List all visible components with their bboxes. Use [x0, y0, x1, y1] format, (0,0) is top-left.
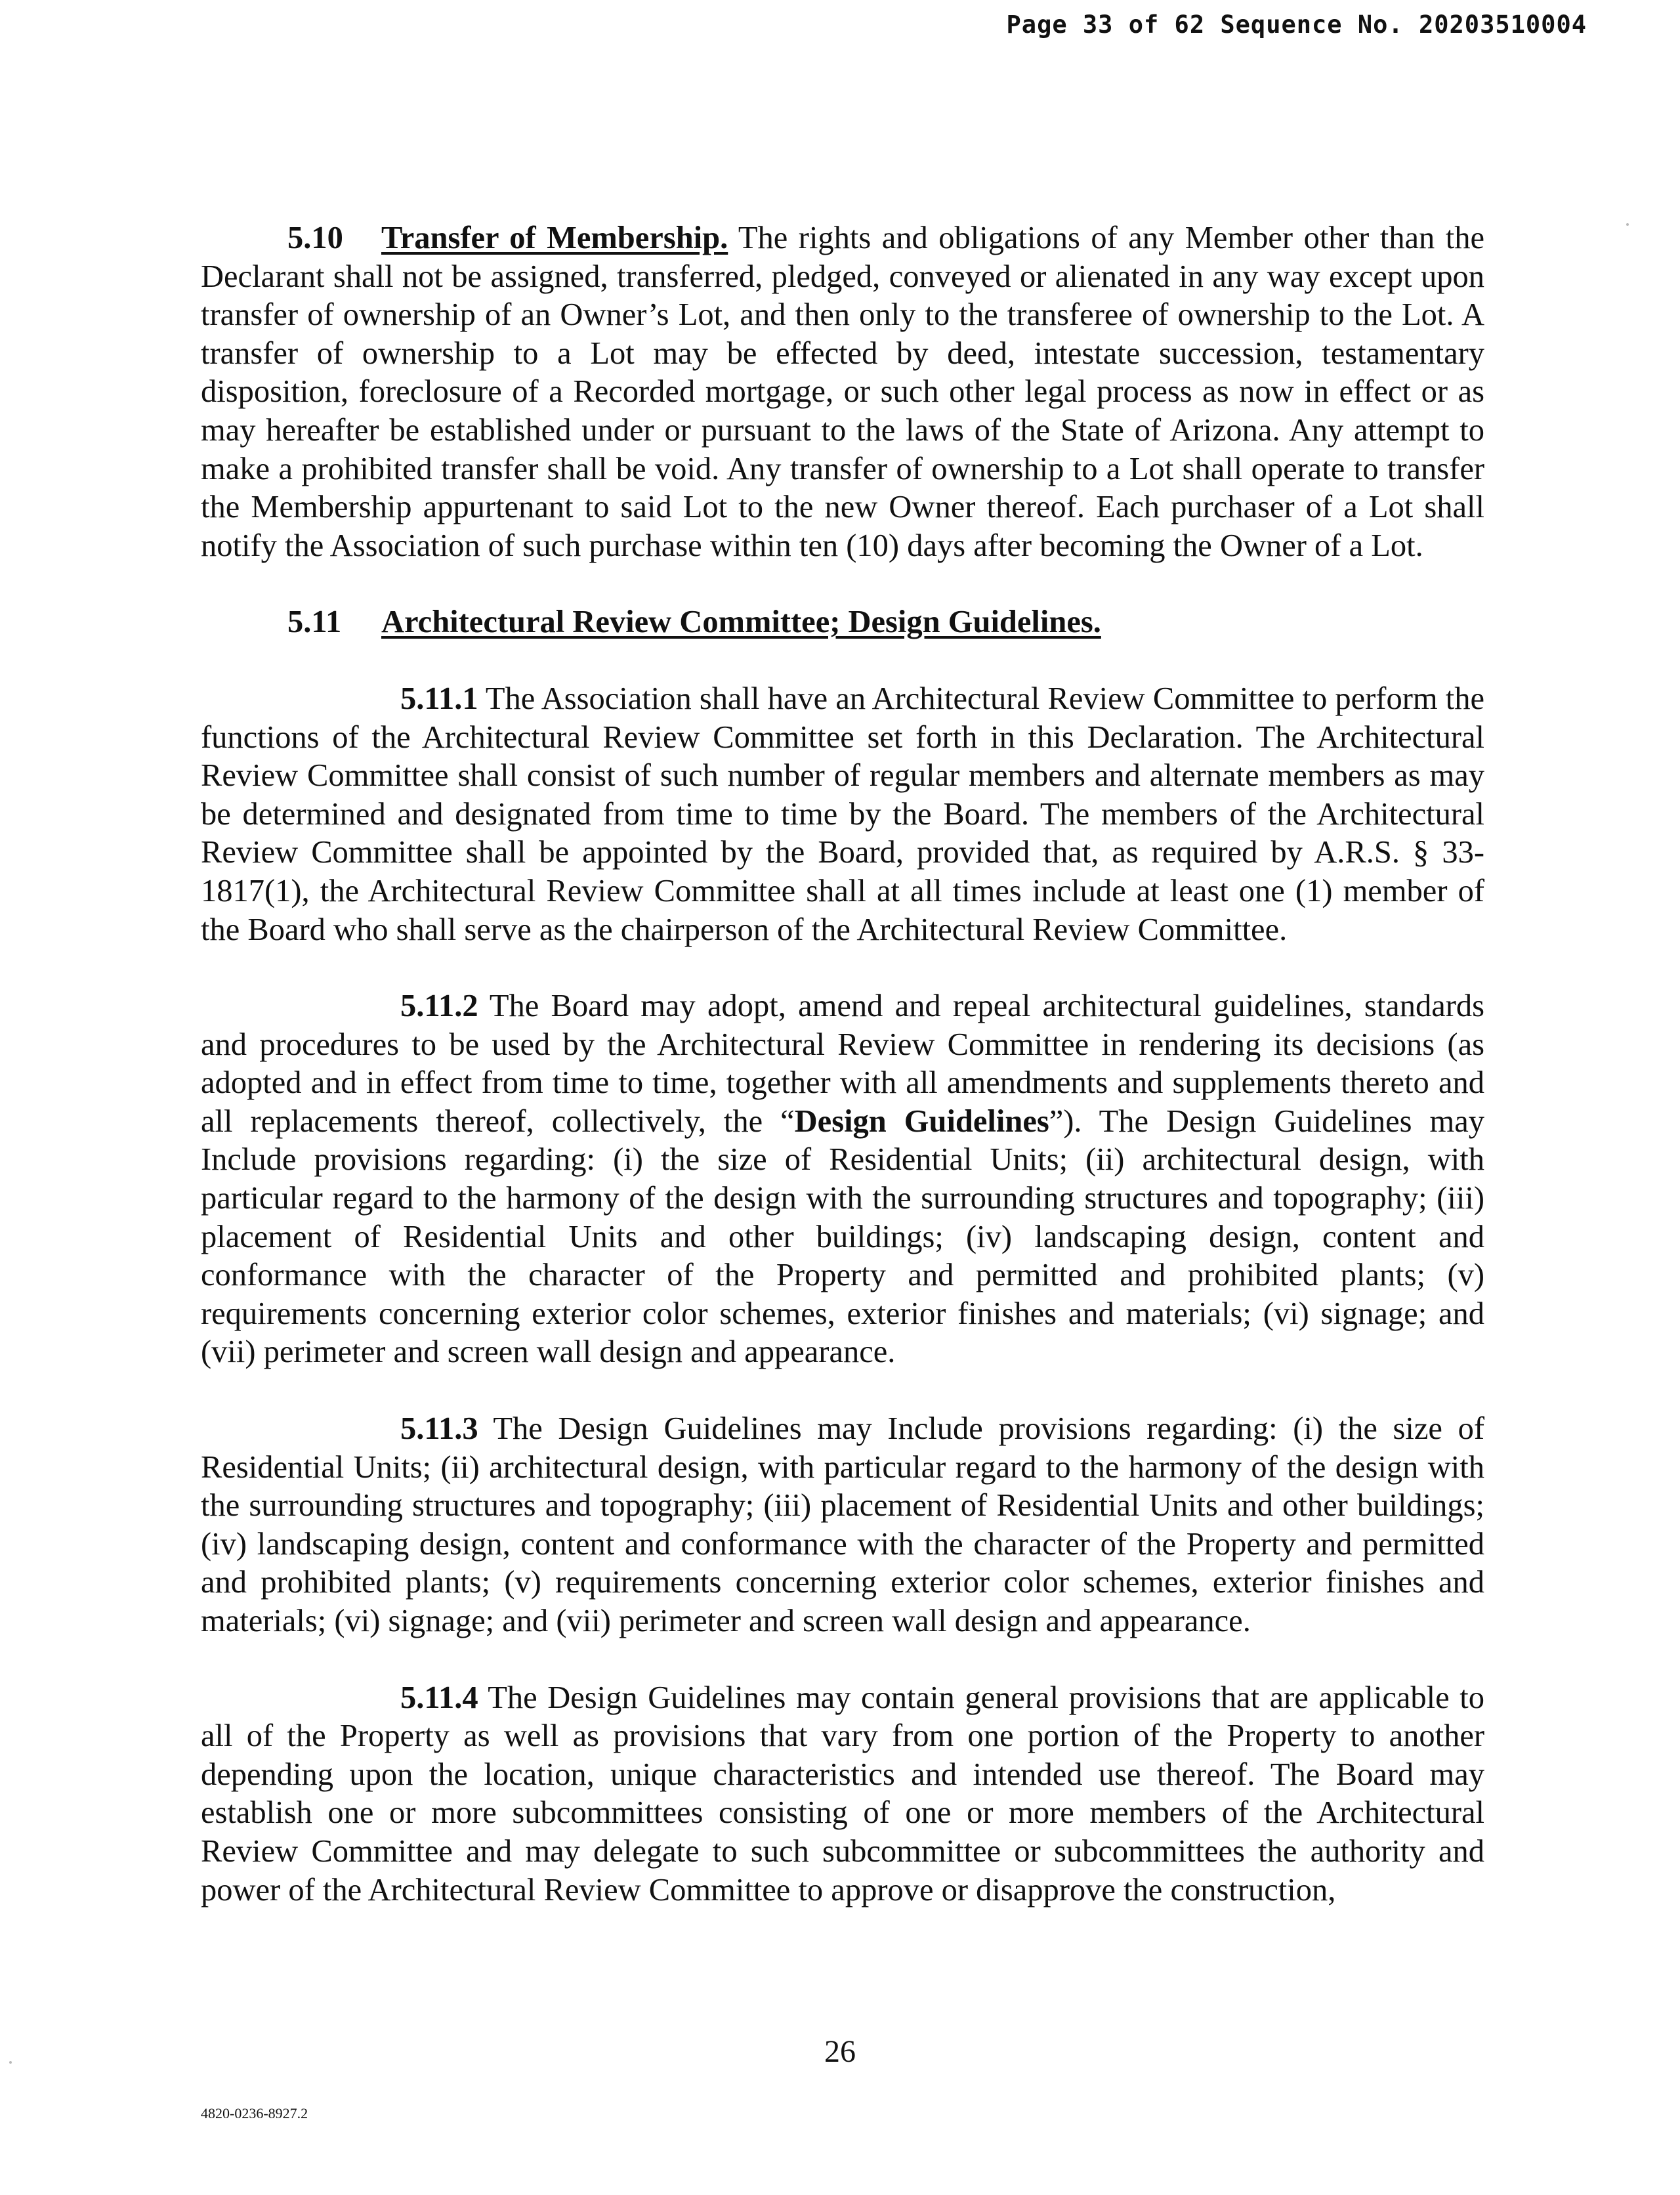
- section-number: 5.11.3: [400, 1411, 478, 1447]
- document-id: 4820-0236-8927.2: [201, 2105, 308, 2121]
- section-number: 5.11.1: [400, 681, 478, 716]
- section-number: 5.10: [287, 221, 343, 255]
- section-5-10: [201, 219, 1484, 565]
- scan-speck: [9, 2061, 12, 2064]
- section-5-11-4: [201, 1679, 1484, 1910]
- section-text: The Board may adopt, amend and repeal architectural guidelines, standards and procedures to be used by the Architectural Review Committee in rendering its decisions (as adopted and in effect from time to time, together with all amendments and supplements thereto and all replacements thereof, collectively, the “: [201, 989, 1484, 1139]
- page-number: 26: [824, 2034, 856, 2069]
- section-text: The Design Guidelines may Include provisions regarding: (i) the size of Residential Units; (ii) architectural design, with particular regard to the harmony of the design with the surrounding structures and topography; (iii) placement of Residential Units and other buildings; (iv) landscaping design, content and conformance with the character of the Property and permitted and prohibited plants; (v) requirements concerning exterior color schemes, exterior finishes and materials; (vi) signage; and (vii) perimeter and screen wall design and appearance.: [201, 1411, 1484, 1638]
- section-5-11-heading: [201, 603, 1484, 642]
- section-5-11-1: [201, 680, 1484, 949]
- section-number: 5.11: [287, 605, 342, 640]
- section-text-continued: ”). The Design Guidelines may Include provisions regarding: (i) the size of Residential Units; (ii) architectural design, with particular regard to the harmony of the design with the surrounding structures and topography; (iii) placement of Residential Units and other buildings; (iv) landscaping design, content and conformance with the character of the Property and permitted and prohibited plants; (v) requirements concerning exterior color schemes, exterior finishes and materials; (vi) signage; and (vii) perimeter and screen wall design and appearance.: [201, 1103, 1485, 1370]
- section-text: The Association shall have an Architectural Review Committee to perform the functions of the Architectural Review Committee set forth in this Declaration. The Architectural Review Committee shall consist of such number of regular members and alternate members as may be determined and designated from time to time by the Board. The members of the Architectural Review Committee shall be appointed by the Board, provided that, as required by A.R.S. § 33-1817(1), the Architectural Review Committee shall at all times include at least one (1) member of the Board who shall serve as the chairperson of the Architectural Review Committee.: [201, 681, 1484, 947]
- section-5-11-3: [201, 1410, 1484, 1641]
- section-number: 5.11.4: [400, 1680, 478, 1715]
- section-title: Architectural Review Committee; Design Guidelines.: [381, 605, 1101, 640]
- section-number: 5.11.2: [400, 989, 478, 1024]
- recording-page-stamp: Page 33 of 62 Sequence No. 20203510004: [1006, 11, 1587, 39]
- defined-term: Design Guidelines: [794, 1103, 1049, 1139]
- document-body: [201, 219, 1484, 1909]
- section-text: The rights and obligations of any Member other than the Declarant shall not be assigned, transferred, pledged, conveyed or alienated in any way except upon transfer of ownership of an Owner’s Lot, and then only to the transferee of ownership to the Lot. A transfer of ownership to a Lot may be effected by deed, intestate succession, testamentary disposition, foreclosure of a Recorded mortgage, or such other legal process as now in effect or as may hereafter be established under or pursuant to the laws of the State of Arizona. Any attempt to make a prohibited transfer shall be void. Any transfer of ownership to a Lot shall operate to transfer the Membership appurtenant to said Lot to the new Owner thereof. Each purchaser of a Lot shall notify the Association of such purchase within ten (10) days after becoming the Owner of a Lot.: [201, 221, 1484, 563]
- section-5-11-2: [201, 987, 1484, 1372]
- section-title: Transfer of Membership.: [381, 221, 728, 255]
- section-text: The Design Guidelines may contain general provisions that are applicable to all of the Property as well as provisions that vary from one portion of the Property to another depending upon the location, unique characteristics and intended use thereof. The Board may establish one or more subcommittees consisting of one or more members of the Architectural Review Committee and may delegate to such subcommittee or subcommittees the authority and power of the Architectural Review Committee to approve or disapprove the construction,: [201, 1680, 1484, 1907]
- scan-speck: [1626, 223, 1629, 226]
